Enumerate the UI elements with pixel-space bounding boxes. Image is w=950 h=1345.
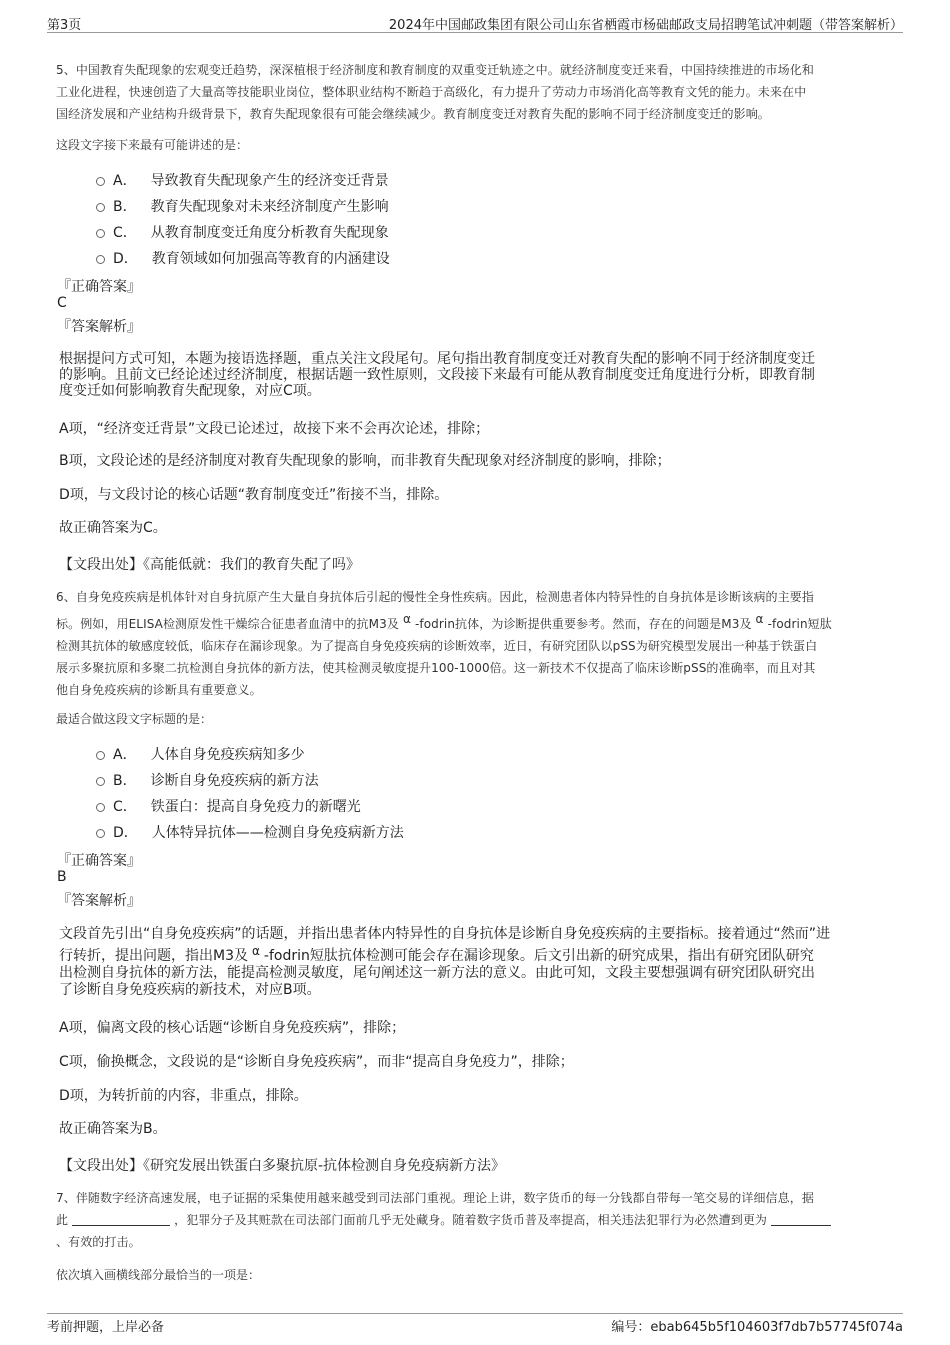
page-number: 第3页	[47, 18, 82, 33]
alpha-symbol: α	[252, 944, 260, 958]
q5-explanation: 根据提问方式可知，本题为接语选择题，重点关注文段尾句。尾句指出教育制度变迁对教育失配的影响不同于经济制度变迁 的影响。且前文已经论述过经济制度，根据话题一致性原则，文段接下来最有可能从教育制度变迁角度进行分析，即教育制 度变迁如何影响教育失配现象，对应C项。	[59, 351, 815, 399]
q5-line: 国经济发展和产业结构升级背景下，教育失配现象很有可能会继续减少。教育制度变迁对教育失配的影响不同于经济制度变迁的影响。	[56, 107, 770, 121]
question-7-text: 7、伴随数字经济高速发展，电子证据的采集使用越来越受到司法部门重视。理论上讲，数字货币的每一分钱都自带每一笔交易的详细信息，据 此 ，犯罪分子及其赃款在司法部门面前几乎无处藏身。随着数字货币普及率提高，相关违法犯罪行为必然遭到更为 、有效的打击。	[56, 1187, 906, 1253]
q6-option-a[interactable]: A． 人体自身免疫疾病知多少	[96, 744, 305, 764]
q5-explain-d: D项，与文段讨论的核心话题“教育制度变迁”衔接不当，排除。	[59, 487, 449, 503]
radio-icon[interactable]	[96, 777, 105, 786]
question-5-text	[56, 59, 906, 125]
q6-option-d[interactable]: D． 人体特异抗体——检测自身免疫病新方法	[96, 822, 404, 842]
q6-source: 【文段出处】《研究发展出铁蛋白多聚抗原-抗体检测自身免疫病新方法》	[59, 1158, 506, 1174]
q6-answer: B	[57, 869, 67, 885]
q5-option-d[interactable]: D． 教育领域如何加强高等教育的内涵建设	[96, 248, 390, 268]
document-id: 编号：ebab645b5f104603f7db7b57745f074a	[611, 1320, 903, 1335]
question-6-text: 6、自身免疫疾病是机体针对自身抗原产生大量自身抗体后引起的慢性全身性疾病。因此，检测患者体内特异性的自身抗体是诊断该病的主要指 标。例如，用ELISA检测原发性干燥综合征患者血清中的抗M3及 α -fodrin抗体，为诊断提供重要参考。然而，存在的问题是M3及 α -fodrin短肽 检测其抗体的敏感度较低，临床存在漏诊现象。为了提高自身免疫疾病的诊断效率，近日，有研究团队以pSS为研究模型发展出一种基于铁蛋白 展示多聚抗原和多聚二抗检测自身抗体的新方法，使其检测灵敏度提升100-1000倍。这一新技术不仅提高了临床诊断pSS的准确率，而且对其 他自身免疫疾病的诊断具有重要意义。	[56, 590, 832, 697]
radio-icon[interactable]	[96, 229, 105, 238]
q5-answer: C	[57, 295, 67, 311]
radio-icon[interactable]	[96, 803, 105, 812]
radio-icon[interactable]	[96, 255, 105, 264]
q6-option-c[interactable]: C． 铁蛋白：提高自身免疫力的新曙光	[96, 796, 361, 816]
q6-explain-label: 『答案解析』	[57, 893, 141, 909]
question-6-prompt: 最适合做这段文字标题的是：	[56, 712, 213, 726]
page-header	[47, 10, 903, 33]
document-title: 2024年中国邮政集团有限公司山东省栖霞市杨础邮政支局招聘笔试冲刺题（带答案解析）	[388, 18, 903, 33]
question-5-prompt: 这段文字接下来最有可能讲述的是：	[56, 138, 249, 152]
q6-option-b[interactable]: B． 诊断自身免疫疾病的新方法	[96, 770, 319, 790]
alpha-symbol: α	[755, 612, 764, 626]
radio-icon[interactable]	[96, 203, 105, 212]
alpha-symbol: α	[402, 612, 411, 626]
q6-answer-label: 『正确答案』	[57, 853, 141, 869]
q6-explain-d: D项，为转折前的内容，非重点，排除。	[59, 1088, 308, 1104]
q5-option-b[interactable]: B． 教育失配现象对未来经济制度产生影响	[96, 196, 389, 216]
page-footer	[47, 1313, 903, 1336]
radio-icon[interactable]	[96, 751, 105, 760]
q6-explanation: 文段首先引出“自身免疫疾病”的话题，并指出患者体内特异性的自身抗体是诊断自身免疫疾病的主要指标。接着通过“然而”进 行转折，提出问题，指出M3及 α -fodrin短肽抗体检测可能会存在漏诊现象。后文引出新的研究成果，指出有研究团队研究 出检测自身抗体的新方法，能提高检测灵敏度，尾句阐述这一新方法的意义。由此可知，文段主要想强调有研究团队研究出 了诊断自身免疫疾病的新技术，对应B项。	[59, 926, 831, 998]
footer-slogan: 考前押题，上岸必备	[47, 1320, 165, 1335]
q5-source: 【文段出处】《高能低就：我们的教育失配了吗》	[59, 557, 360, 573]
fill-blank-2[interactable]	[771, 1213, 831, 1226]
q5-line: 工业化进程，快速创造了大量高等技能职业岗位，整体职业结构不断趋于高级化，有力提升了劳动力市场消化高等教育文凭的能力。未来在中	[56, 85, 807, 99]
radio-icon[interactable]	[96, 177, 105, 186]
q6-conclusion: 故正确答案为B。	[59, 1121, 167, 1137]
q5-explain-b: B项，文段论述的是经济制度对教育失配现象的影响，而非教育失配现象对经济制度的影响，排除；	[59, 453, 671, 469]
q5-line: 5、中国教育失配现象的宏观变迁趋势，深深植根于经济制度和教育制度的双重变迁轨迹之中。就经济制度变迁来看，中国持续推进的市场化和	[56, 63, 814, 77]
q5-conclusion: 故正确答案为C。	[59, 520, 167, 536]
q6-explain-a: A项，偏离文段的核心话题“诊断自身免疫疾病”，排除；	[59, 1020, 406, 1036]
fill-blank-1[interactable]	[72, 1213, 170, 1226]
radio-icon[interactable]	[96, 829, 105, 838]
question-7-prompt: 依次填入画横线部分最恰当的一项是：	[56, 1268, 261, 1282]
q5-option-a[interactable]: A． 导致教育失配现象产生的经济变迁背景	[96, 170, 389, 190]
q5-explain-a: A项，“经济变迁背景”文段已论述过，故接下来不会再次论述，排除；	[59, 421, 490, 437]
q5-option-c[interactable]: C． 从教育制度变迁角度分析教育失配现象	[96, 222, 389, 242]
q6-explain-c: C项，偷换概念，文段说的是“诊断自身免疫疾病”，而非“提高自身免疫力”，排除；	[59, 1054, 574, 1070]
q5-explain-label: 『答案解析』	[57, 319, 141, 335]
q5-answer-label: 『正确答案』	[57, 279, 141, 295]
